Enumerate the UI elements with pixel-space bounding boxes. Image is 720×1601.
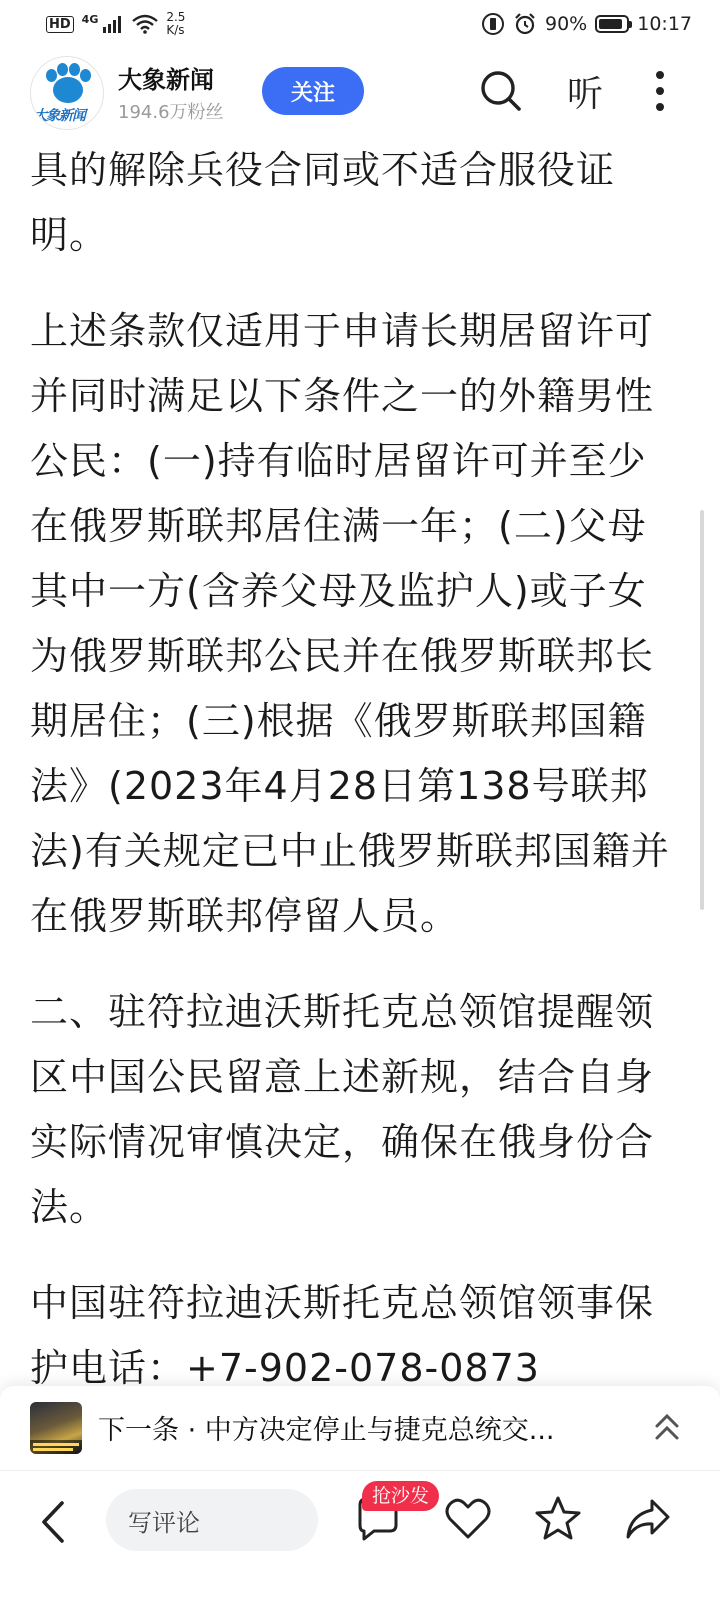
paw-pad <box>53 77 83 103</box>
status-left <box>46 11 185 37</box>
next-article-thumbnail <box>30 1402 82 1454</box>
follower-count: 194.6万粉丝 <box>118 102 224 123</box>
more-icon <box>654 69 666 113</box>
article-paragraph: 上述条款仅适用于申请长期居留许可并同时满足以下条件之一的外籍男性公民：(一)持有临时居留许可并至少在俄罗斯联邦居住满一年；(二)父母其中一方(含养父母及监护人)或子女为俄罗斯联邦公民并在俄罗斯联邦长期居住；(三)根据《俄罗斯联邦国籍法》(2023年4月28日第138号联邦法)有关规定已中止俄罗斯联邦国籍并在俄罗斯联邦停留人员。 <box>30 309 670 938</box>
network-speed <box>166 11 185 37</box>
back-icon[interactable] <box>36 1497 72 1547</box>
paw-toe <box>69 63 80 76</box>
paw-toe <box>57 63 68 76</box>
vibrate-icon <box>481 12 505 36</box>
source-name[interactable]: 大象新闻 <box>118 66 214 94</box>
paw-toe <box>80 69 91 82</box>
avatar-logo-text: 大象新闻 <box>33 108 85 124</box>
listen-button[interactable]: 听 <box>566 73 603 115</box>
more-button[interactable] <box>640 68 680 114</box>
paw-toe <box>46 69 57 82</box>
status-right <box>481 12 692 36</box>
scrollbar[interactable] <box>700 510 704 910</box>
bottom-toolbar <box>0 1470 720 1601</box>
clock: 10:17 <box>637 13 692 35</box>
article-header <box>0 48 720 138</box>
article-paragraph: 中国驻符拉迪沃斯托克总领馆领事保护电话：+7-902-078-0873 <box>30 1281 655 1386</box>
alarm-icon <box>513 12 537 36</box>
follow-button[interactable]: 关注 <box>262 67 364 115</box>
search-button[interactable] <box>476 68 526 114</box>
network-type: 4G <box>81 12 99 26</box>
speed-value: 2.5 <box>166 10 186 24</box>
sofa-badge: 抢沙发 <box>362 1481 439 1511</box>
battery-icon <box>595 15 629 33</box>
next-article-bar[interactable] <box>0 1386 720 1470</box>
status-bar <box>0 0 720 48</box>
article-paragraph: 二、驻符拉迪沃斯托克总领馆提醒领区中国公民留意上述新规，结合自身实际情况审慎决定，确保在俄身份合法。 <box>30 990 655 1229</box>
next-article-title[interactable]: 下一条 · 中方决定停止与捷克总统交... <box>98 1415 555 1446</box>
favorite-icon[interactable] <box>532 1493 584 1545</box>
battery-percent: 90% <box>545 13 588 35</box>
source-avatar[interactable] <box>30 56 104 130</box>
hd-badge: HD <box>46 16 74 33</box>
article-paragraph: 具的解除兵役合同或不适合服役证明。 <box>30 148 616 257</box>
article-body <box>30 138 680 1386</box>
speed-unit: K/s <box>166 23 185 37</box>
like-icon[interactable] <box>442 1493 494 1545</box>
wifi-icon <box>132 14 158 34</box>
share-icon[interactable] <box>622 1493 674 1545</box>
comment-input[interactable]: 写评论 <box>106 1489 318 1551</box>
chevron-up-icon[interactable] <box>652 1408 682 1448</box>
search-icon <box>479 69 523 113</box>
signal-icon <box>102 15 124 33</box>
